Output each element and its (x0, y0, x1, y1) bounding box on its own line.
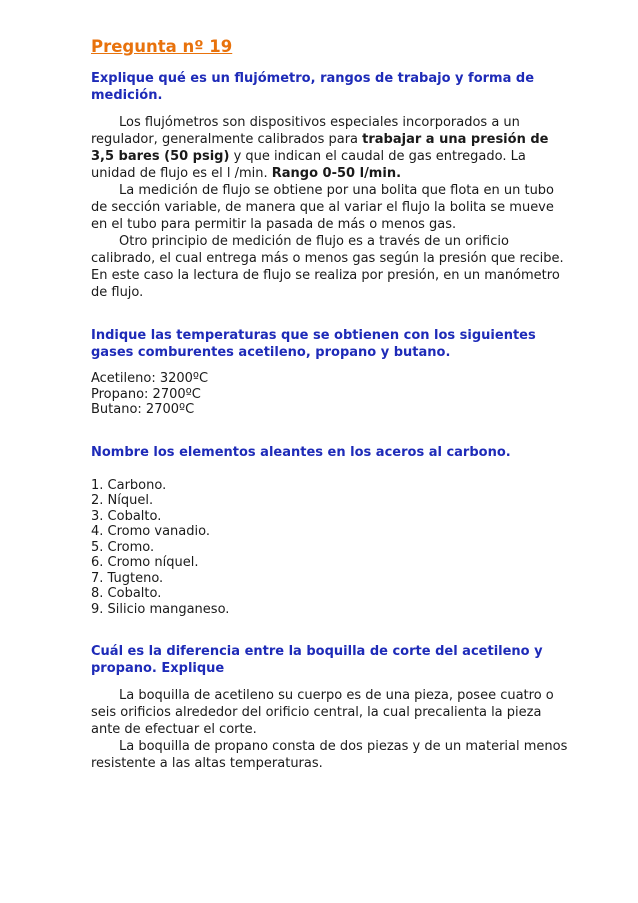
list-item: 6. Cromo níquel. (91, 555, 199, 570)
answer-flowmeter-text-a: Los flujómetros son dispositivos especiales incorporados a un regulador, generalmente calibrados para (91, 115, 520, 147)
temperature-list (91, 371, 568, 418)
answer-nozzle-paragraph-2: La boquilla de propano consta de dos piezas y de un material menos resistente a las altas temperaturas. (91, 739, 568, 771)
answer-flowmeter-paragraph-3: Otro principio de medición de flujo es a través de un orificio calibrado, el cual entrega más o menos gas según la presión que recibe. En este caso la lectura de flujo se realiza por presión, en un manómetro de flujo. (91, 234, 564, 300)
list-item: 2. Níquel. (91, 493, 154, 508)
temperature-propane: Propano: 2700ºC (91, 386, 201, 402)
question-flowmeter: Explique qué es un flujómetro, rangos de trabajo y forma de medición. (91, 71, 535, 103)
answer-nozzle-paragraph-1: La boquilla de acetileno su cuerpo es de una pieza, posee cuatro o seis orificios alrededor del orificio central, la cual precalienta la pieza ante de efectuar el corte. (91, 688, 554, 737)
question-temperatures: Indique las temperaturas que se obtienen con los siguientes gases comburentes acetileno, propano y butano. (91, 328, 536, 360)
question-nozzle-difference: Cuál es la diferencia entre la boquilla de corte del acetileno y propano. Explique (91, 644, 543, 676)
list-item: 7. Tugteno. (91, 570, 164, 586)
answer-flowmeter-paragraph-1 (91, 114, 568, 182)
page-title: Pregunta nº 19 (91, 37, 233, 56)
alloying-elements-list (91, 478, 568, 618)
list-item: 4. Cromo vanadio. (91, 524, 210, 539)
question-alloying-elements: Nombre los elementos aleantes en los aceros al carbono. (91, 444, 511, 460)
list-item: 5. Cromo. (91, 539, 155, 555)
list-item: 9. Silicio manganeso. (91, 601, 230, 617)
answer-flowmeter-range: Rango 0-50 l/min. (271, 166, 402, 181)
answer-flowmeter-paragraph-2: La medición de flujo se obtiene por una bolita que flota en un tubo de sección variable, de manera que al variar el flujo la bolita se mueve en el tubo para permitir la pasada de más o menos gas. (91, 183, 555, 232)
list-item: 3. Cobalto. (91, 508, 162, 524)
answer-flowmeter-pressure: trabajar a una presión de 3,5 bares (50 psig) (91, 132, 549, 164)
list-item: 1. Carbono. (91, 477, 167, 493)
answer-flowmeter-text-c: y que indican el caudal de gas entregado. La unidad de flujo es el l /min. (91, 149, 526, 181)
list-item: 8. Cobalto. (91, 586, 162, 601)
temperature-acetylene: Acetileno: 3200ºC (91, 371, 209, 386)
temperature-butane: Butano: 2700ºC (91, 402, 195, 417)
